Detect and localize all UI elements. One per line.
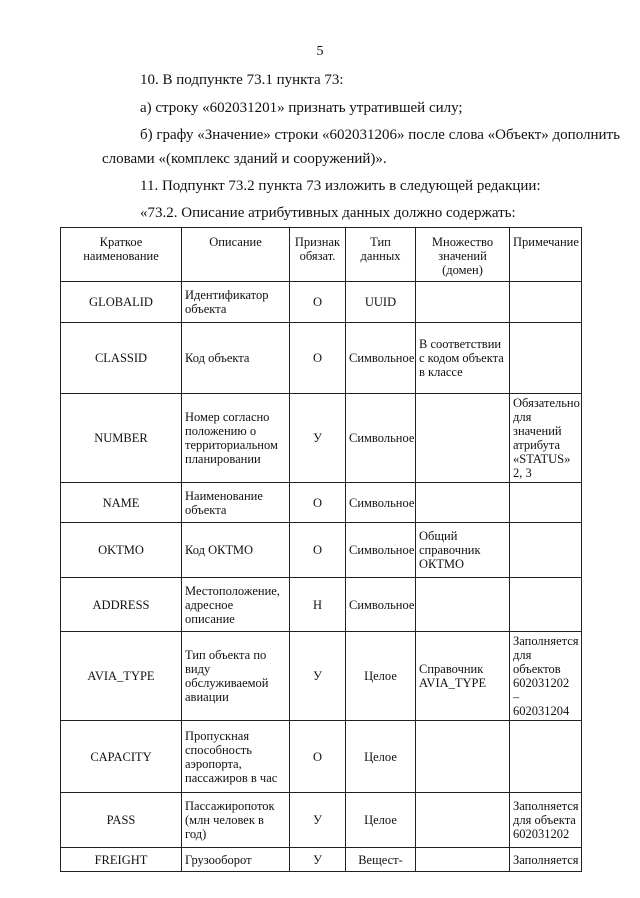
cell-domain <box>416 394 510 483</box>
cell-data-type: UUID <box>346 282 416 323</box>
cell-data-type: Целое <box>346 793 416 848</box>
table-row <box>61 793 582 848</box>
cell-data-type: Целое <box>346 721 416 793</box>
table-header-row <box>61 228 582 282</box>
cell-mandatory: О <box>290 721 346 793</box>
cell-domain <box>416 848 510 872</box>
cell-mandatory: У <box>290 848 346 872</box>
cell-short-name: CLASSID <box>61 323 182 394</box>
page-number: 5 <box>316 44 324 59</box>
cell-mandatory: У <box>290 632 346 721</box>
cell-description: Тип объекта по виду обслуживаемой авиации <box>182 632 290 721</box>
cell-short-name: AVIA_TYPE <box>61 632 182 721</box>
table-row <box>61 394 582 483</box>
cell-description: Местоположение, адресное описание <box>182 578 290 632</box>
header-description: Описание <box>182 228 290 282</box>
cell-short-name: OKTMO <box>61 523 182 578</box>
cell-note: Обязательно для значений атрибута «STATUS» 2, 3 <box>510 394 582 483</box>
attribute-table <box>60 227 582 872</box>
cell-short-name: ADDRESS <box>61 578 182 632</box>
table-row <box>61 721 582 793</box>
table-row <box>61 483 582 523</box>
paragraph-item-10: 10. В подпункте 73.1 пункта 73: <box>140 72 344 88</box>
cell-mandatory: У <box>290 793 346 848</box>
cell-domain <box>416 483 510 523</box>
cell-mandatory: У <box>290 394 346 483</box>
cell-data-type: Символьное <box>346 483 416 523</box>
paragraph-item-11: 11. Подпункт 73.2 пункта 73 изложить в следующей редакции: <box>140 178 541 194</box>
cell-data-type: Целое <box>346 632 416 721</box>
cell-note: Заполняется для объекта 602031202 <box>510 793 582 848</box>
cell-short-name: NAME <box>61 483 182 523</box>
cell-mandatory: О <box>290 282 346 323</box>
table-row <box>61 848 582 872</box>
cell-domain <box>416 578 510 632</box>
cell-description: Код объекта <box>182 323 290 394</box>
cell-domain <box>416 282 510 323</box>
table-row <box>61 578 582 632</box>
cell-note <box>510 523 582 578</box>
cell-note <box>510 323 582 394</box>
cell-description: Номер согласно положению о территориальном планировании <box>182 394 290 483</box>
paragraph-subitem-b-continued: словами «(комплекс зданий и сооружений)». <box>102 151 387 167</box>
cell-note <box>510 578 582 632</box>
cell-description: Пассажиропоток (млн человек в год) <box>182 793 290 848</box>
cell-mandatory: О <box>290 483 346 523</box>
cell-description: Код ОКТМО <box>182 523 290 578</box>
cell-mandatory: Н <box>290 578 346 632</box>
cell-data-type: Символьное <box>346 394 416 483</box>
cell-note: Заполняется для объектов 602031202 – 602031204 <box>510 632 582 721</box>
table-row <box>61 282 582 323</box>
cell-short-name: FREIGHT <box>61 848 182 872</box>
table-row <box>61 323 582 394</box>
paragraph-subitem-b: б) графу «Значение» строки «602031206» после слова «Объект» дополнить <box>140 127 620 143</box>
cell-domain <box>416 721 510 793</box>
cell-domain: В соответствии с кодом объекта в классе <box>416 323 510 394</box>
cell-data-type: Вещест- <box>346 848 416 872</box>
cell-short-name: GLOBALID <box>61 282 182 323</box>
cell-domain: Справочник AVIA_TYPE <box>416 632 510 721</box>
cell-description: Идентификатор объекта <box>182 282 290 323</box>
paragraph-subitem-a: а) строку «602031201» признать утратившей силу; <box>140 100 463 116</box>
cell-note <box>510 282 582 323</box>
table-row <box>61 632 582 721</box>
cell-note <box>510 721 582 793</box>
cell-mandatory: О <box>290 323 346 394</box>
cell-short-name: CAPACITY <box>61 721 182 793</box>
header-mandatory: Признак обязат. <box>290 228 346 282</box>
cell-note <box>510 483 582 523</box>
header-short-name: Краткое наименование <box>61 228 182 282</box>
cell-note: Заполняется <box>510 848 582 872</box>
header-data-type: Тип данных <box>346 228 416 282</box>
cell-description: Грузооборот <box>182 848 290 872</box>
cell-short-name: PASS <box>61 793 182 848</box>
cell-description: Пропускная способность аэропорта, пассажиров в час <box>182 721 290 793</box>
paragraph-73-2-intro: «73.2. Описание атрибутивных данных должно содержать: <box>140 205 516 221</box>
cell-domain: Общий справочник ОКТМО <box>416 523 510 578</box>
cell-domain <box>416 793 510 848</box>
cell-short-name: NUMBER <box>61 394 182 483</box>
cell-description: Наименование объекта <box>182 483 290 523</box>
cell-data-type: Символьное <box>346 578 416 632</box>
cell-data-type: Символьное <box>346 323 416 394</box>
cell-data-type: Символьное <box>346 523 416 578</box>
table-row <box>61 523 582 578</box>
header-note: Примечание <box>510 228 582 282</box>
cell-mandatory: О <box>290 523 346 578</box>
header-domain: Множество значений (домен) <box>416 228 510 282</box>
